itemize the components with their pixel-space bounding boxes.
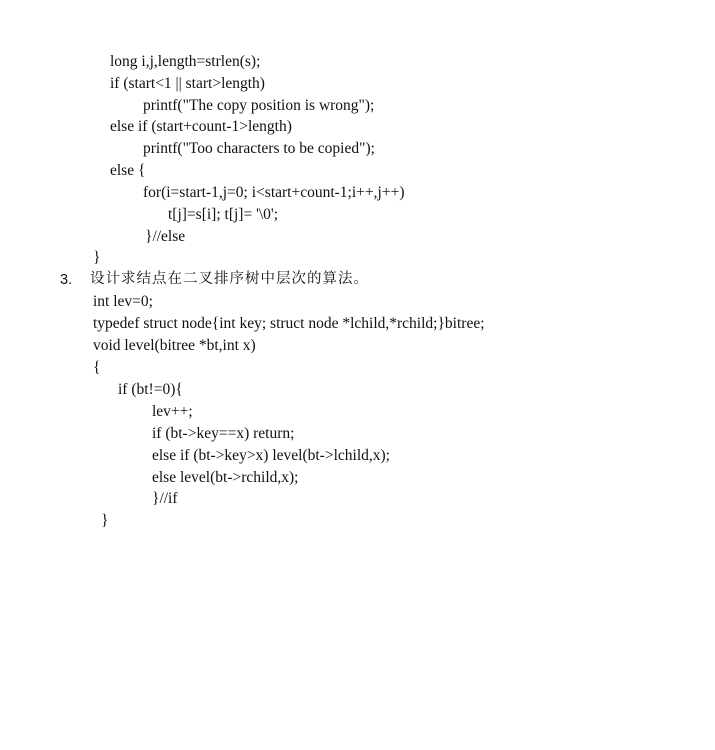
code-line: printf("Too characters to be copied");	[143, 140, 375, 157]
code-line: lev++;	[152, 403, 193, 420]
question-number: 3.	[60, 272, 73, 288]
code-line: else level(bt->rchild,x);	[152, 469, 299, 486]
question-text: 设计求结点在二叉排序树中层次的算法。	[90, 271, 369, 287]
code-line: if (bt->key==x) return;	[152, 425, 295, 442]
code-line: void level(bitree *bt,int x)	[93, 337, 256, 354]
code-line: long i,j,length=strlen(s);	[110, 53, 261, 70]
code-line: }	[93, 249, 101, 266]
code-line: }	[101, 512, 109, 529]
code-line: t[j]=s[i]; t[j]= '\0';	[168, 206, 279, 223]
code-line: if (bt!=0){	[118, 381, 183, 398]
code-line: for(i=start-1,j=0; i<start+count-1;i++,j++)	[143, 184, 405, 201]
code-line: else if (start+count-1>length)	[110, 118, 292, 135]
code-line: else {	[110, 162, 146, 179]
code-line: }//else	[145, 228, 186, 245]
code-line: int lev=0;	[93, 293, 153, 310]
code-line: }//if	[152, 490, 178, 507]
code-line: {	[93, 359, 101, 376]
code-line: typedef struct node{int key; struct node *lchild,*rchild;}bitree;	[93, 315, 485, 332]
code-line: else if (bt->key>x) level(bt->lchild,x);	[152, 447, 390, 464]
code-line: if (start<1 || start>length)	[110, 75, 265, 92]
code-line: printf("The copy position is wrong");	[143, 97, 375, 114]
